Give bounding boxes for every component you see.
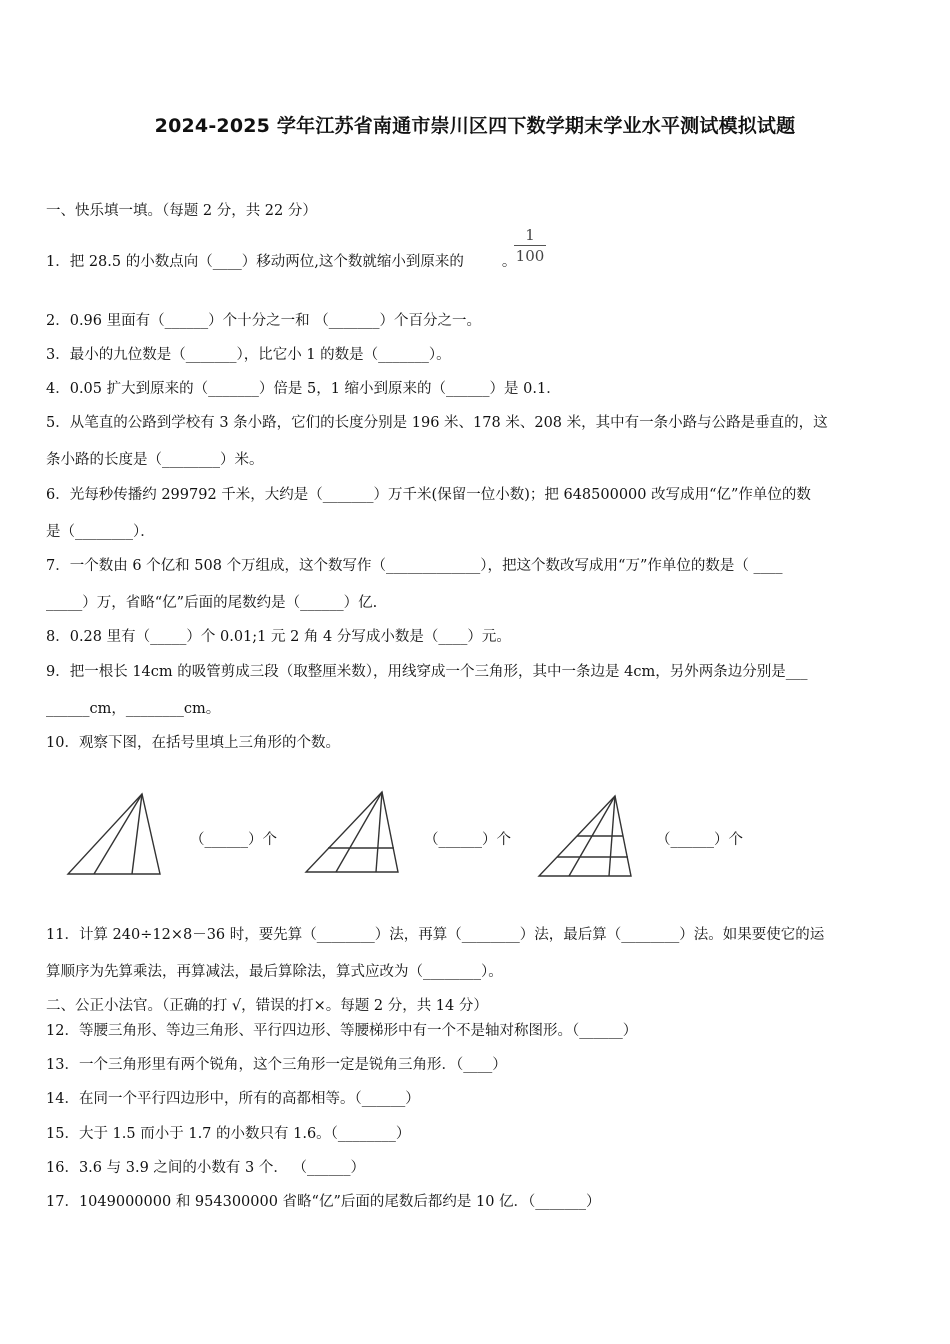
question-1-end: 。 <box>501 254 517 270</box>
question-2: 2．0.96 里面有（______）个十分之一和 （_______）个百分之一。 <box>46 313 481 329</box>
question-9-line-2: ______cm，________cm。 <box>46 701 221 717</box>
figure-2-line-b <box>376 792 382 872</box>
question-15: 15．大于 1.5 而小于 1.7 的小数只有 1.6。（________） <box>46 1126 411 1142</box>
question-5-line-2: 条小路的长度是（________）米。 <box>46 452 264 468</box>
figure-1-line-a <box>94 794 142 874</box>
figure-1-outline <box>68 794 160 874</box>
question-6-line-2: 是（________）． <box>46 524 155 540</box>
figure-1-answer-blank: （______）个 <box>190 832 277 848</box>
question-3: 3．最小的九位数是（_______），比它小 1 的数是（_______）。 <box>46 347 451 363</box>
question-14: 14．在同一个平行四边形中，所有的高都相等。（______） <box>46 1091 420 1107</box>
triangle-figure-3 <box>535 792 635 880</box>
fraction-one-hundredth <box>514 226 546 265</box>
question-5-line-1: 5．从笔直的公路到学校有 3 条小路，它们的长度分别是 196 米、178 米、208 米，其中有一条小路与公路是垂直的，这 <box>46 415 828 431</box>
question-16: 16．3.6 与 3.9 之间的小数有 3 个． （______） <box>46 1160 365 1176</box>
figure-2-answer-blank: （______）个 <box>424 832 511 848</box>
figure-2-line-a <box>336 792 382 872</box>
question-6-line-1: 6．光每秒传播约 299792 千米，大约是（_______）万千米(保留一位小数)；把 648500000 改写成用“亿”作单位的数 <box>46 487 811 503</box>
question-4: 4．0.05 扩大到原来的（_______）倍是 5，1 缩小到原来的（______）是 0.1． <box>46 381 561 397</box>
fraction-numerator: 1 <box>525 226 535 244</box>
question-11-line-2: 算顺序为先算乘法，再算减法，最后算除法，算式应改为（________）。 <box>46 964 503 980</box>
question-12: 12．等腰三角形、等边三角形、平行四边形、等腰梯形中有一个不是轴对称图形。（______） <box>46 1023 638 1039</box>
page-title: 2024-2025 学年江苏省南通市崇川区四下数学期末学业水平测试模拟试题 <box>154 115 796 137</box>
question-7-line-2: _____）万，省略“亿”后面的尾数约是（______）亿. <box>46 595 378 611</box>
fraction-bar <box>514 245 546 246</box>
question-9-line-1: 9．把一根长 14cm 的吸管剪成三段（取整厘米数），用线穿成一个三角形，其中一条边是 4cm，另外两条边分别是___ <box>46 664 808 680</box>
section-2-heading: 二、公正小法官。（正确的打 √，错误的打×。每题 2 分，共 14 分） <box>46 998 488 1014</box>
question-17: 17．1049000000 和 954300000 省略“亿”后面的尾数后都约是 10 亿．（_______） <box>46 1194 601 1210</box>
question-1-text: 1．把 28.5 的小数点向（____）移动两位,这个数就缩小到原来的 <box>46 254 464 270</box>
triangle-figure-1 <box>64 790 164 878</box>
question-7-line-1: 7．一个数由 6 个亿和 508 个万组成，这个数写作（_____________），把这个数改写成用“万”作单位的数是（ ____ <box>46 558 783 574</box>
figure-2-outline <box>306 792 398 872</box>
section-1-heading: 一、快乐填一填。（每题 2 分，共 22 分） <box>46 203 317 219</box>
fraction-denominator: 100 <box>515 247 545 265</box>
question-8: 8．0.28 里有（_____）个 0.01;1 元 2 角 4 分写成小数是（____）元。 <box>46 629 511 645</box>
triangle-figure-2 <box>302 788 402 876</box>
figure-3-answer-blank: （______）个 <box>656 832 743 848</box>
question-1 <box>46 252 908 272</box>
question-11-line-1: 11．计算 240÷12×8－36 时，要先算（________）法，再算（________）法，最后算（________）法。如果要使它的运 <box>46 927 825 943</box>
figure-1-line-b <box>132 794 142 874</box>
question-10: 10．观察下图，在括号里填上三角形的个数。 <box>46 735 340 751</box>
question-13: 13．一个三角形里有两个锐角，这个三角形一定是锐角三角形．（____） <box>46 1057 507 1073</box>
